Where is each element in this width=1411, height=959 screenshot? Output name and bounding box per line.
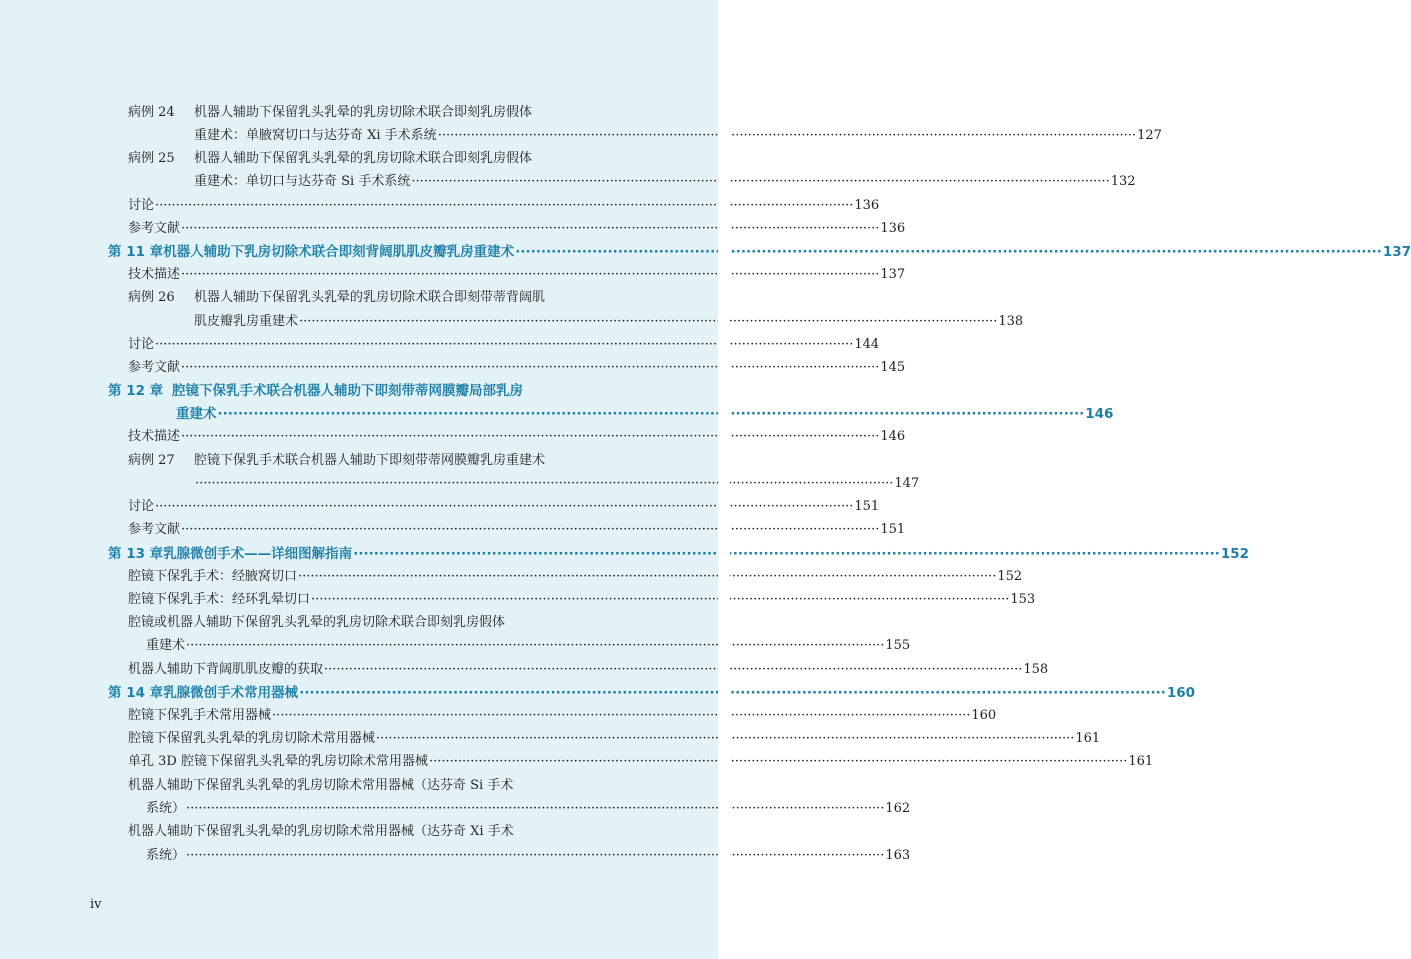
- leader-dots: [181, 521, 879, 539]
- entry-title: 机器人辅助下保留乳头乳晕的乳房切除术联合即刻带蒂背阔肌: [194, 290, 546, 305]
- page-ref: 136: [880, 221, 906, 236]
- entry-title: 肌皮瓣乳房重建术: [194, 314, 299, 329]
- toc-entry[interactable]: [128, 730, 1101, 748]
- entry-title: 讨论: [128, 337, 155, 352]
- toc-entry[interactable]: [108, 684, 1196, 702]
- page-ref: 151: [854, 499, 880, 514]
- page-ref: 136: [854, 198, 880, 213]
- chapter-number: 第 13 章: [108, 546, 164, 562]
- page-ref: 153: [1010, 592, 1036, 607]
- chapter-number: 第 11 章: [108, 244, 164, 260]
- page-ref: 146: [1085, 406, 1114, 422]
- toc-entry[interactable]: [194, 173, 1136, 191]
- leader-dots: [299, 684, 1166, 702]
- toc-entry[interactable]: [128, 452, 602, 470]
- page-ref: 160: [1166, 685, 1196, 701]
- case-label: 病例 27: [128, 453, 175, 468]
- toc-entry[interactable]: [146, 637, 911, 655]
- entry-title: 机器人辅助下保留乳头乳晕的乳房切除术常用器械（达芬奇 Si 手术: [128, 778, 514, 793]
- toc-entry[interactable]: [128, 661, 1049, 679]
- leader-dots: [181, 428, 879, 446]
- entry-title: 重建术: [146, 638, 186, 653]
- page-ref: 158: [1023, 662, 1049, 677]
- page-ref: 145: [880, 360, 906, 375]
- toc-entry[interactable]: [146, 847, 911, 865]
- page-ref: 162: [885, 801, 911, 816]
- case-label: 病例 26: [128, 290, 175, 305]
- leader-dots: [298, 568, 996, 586]
- page-ref: 163: [885, 848, 911, 863]
- toc-entry[interactable]: [128, 289, 602, 307]
- entry-title: 腔镜下保乳手术联合机器人辅助下即刻带蒂网膜瓣局部乳房: [172, 383, 523, 399]
- page-ref: 137: [880, 267, 906, 282]
- toc-entry[interactable]: [128, 614, 602, 632]
- entry-title: 重建术：单切口与达芬奇 Si 手术系统: [194, 174, 411, 189]
- leader-dots: [155, 498, 853, 516]
- leader-dots: [181, 359, 879, 377]
- leader-dots: [272, 707, 970, 725]
- page-ref: 152: [1220, 546, 1250, 562]
- toc-entry[interactable]: [146, 800, 911, 818]
- page-ref: 147: [894, 476, 920, 491]
- toc-entry[interactable]: [194, 475, 920, 493]
- leader-dots: [411, 173, 1109, 191]
- entry-title: 技术描述: [128, 267, 181, 282]
- entry-title: 系统）: [146, 848, 186, 863]
- leader-dots: [181, 220, 879, 238]
- toc-entry[interactable]: [194, 313, 1024, 331]
- toc-entry[interactable]: [108, 545, 1250, 563]
- chapter-number: 第 14 章: [108, 685, 164, 701]
- entry-title: 腔镜下保乳手术常用器械: [128, 708, 272, 723]
- entry-title: 机器人辅助下乳房切除术联合即刻背阔肌肌皮瓣乳房重建术: [163, 244, 515, 260]
- leader-dots: [218, 405, 1085, 423]
- leader-dots: [155, 336, 853, 354]
- entry-title: 腔镜或机器人辅助下保留乳头乳晕的乳房切除术联合即刻乳房假体: [128, 615, 506, 630]
- entry-title: 机器人辅助下保留乳头乳晕的乳房切除术联合即刻乳房假体: [194, 151, 533, 166]
- page-ref: 132: [1110, 174, 1136, 189]
- toc-entry[interactable]: [128, 428, 906, 446]
- page-number: iv: [90, 897, 102, 912]
- toc-entry[interactable]: [128, 707, 997, 725]
- leader-dots: [186, 637, 884, 655]
- leader-dots: [299, 313, 997, 331]
- leader-dots: [429, 753, 1127, 771]
- entry-title: 机器人辅助下保留乳头乳晕的乳房切除术常用器械（达芬奇 Xi 手术: [128, 824, 514, 839]
- page-ref: 161: [1128, 754, 1154, 769]
- entry-title: 机器人辅助下背阔肌肌皮瓣的获取: [128, 662, 324, 677]
- toc-entry[interactable]: [128, 591, 1036, 609]
- page-ref: 127: [1137, 128, 1162, 143]
- toc-entry[interactable]: [128, 498, 880, 516]
- page-ref: 151: [880, 522, 906, 537]
- entry-title: 乳腺微创手术——详细图解指南: [163, 546, 353, 562]
- page-ref: 155: [885, 638, 911, 653]
- toc-entry[interactable]: [128, 823, 602, 841]
- entry-title: 腔镜下保乳手术联合机器人辅助下即刻带蒂网膜瓣乳房重建术: [194, 453, 546, 468]
- entry-title: 腔镜下保留乳头乳晕的乳房切除术常用器械: [128, 731, 376, 746]
- toc-entry[interactable]: [108, 243, 1411, 261]
- toc-entry[interactable]: [128, 568, 1023, 586]
- toc-entry[interactable]: [128, 197, 880, 215]
- toc-entry[interactable]: [194, 127, 1162, 145]
- entry-title: 参考文献: [128, 221, 181, 236]
- leader-dots: [353, 545, 1220, 563]
- leader-dots: [186, 847, 884, 865]
- case-label: 病例 25: [128, 151, 175, 166]
- entry-title: 参考文献: [128, 522, 181, 537]
- page-ref: 160: [971, 708, 997, 723]
- entry-title: 机器人辅助下保留乳头乳晕的乳房切除术联合即刻乳房假体: [194, 105, 533, 120]
- leader-dots: [515, 243, 1382, 261]
- page-ref: 144: [854, 337, 880, 352]
- toc-entry[interactable]: [176, 405, 1114, 423]
- entry-title: 讨论: [128, 499, 155, 514]
- page-ref: 152: [997, 569, 1023, 584]
- toc-entry[interactable]: [128, 359, 906, 377]
- page-ref: 138: [998, 314, 1024, 329]
- entry-title: 腔镜下保乳手术：经腋窝切口: [128, 569, 298, 584]
- toc-entry[interactable]: [128, 104, 602, 122]
- page-ref: 146: [880, 429, 906, 444]
- page-edge: [718, 0, 730, 959]
- entry-title: 单孔 3D 腔镜下保留乳头乳晕的乳房切除术常用器械: [128, 754, 428, 769]
- toc-entry[interactable]: [128, 753, 1154, 771]
- toc-entry[interactable]: [108, 382, 602, 400]
- entry-title: 参考文献: [128, 360, 181, 375]
- entry-title: 重建术：单腋窝切口与达芬奇 Xi 手术系统: [194, 128, 437, 143]
- toc-entry[interactable]: [128, 521, 906, 539]
- toc-entry[interactable]: [128, 777, 602, 795]
- toc-entry[interactable]: [128, 150, 602, 168]
- toc-entry[interactable]: [128, 266, 906, 284]
- toc-entry[interactable]: [128, 220, 906, 238]
- entry-title: 乳腺微创手术常用器械: [163, 685, 299, 701]
- leader-dots: [311, 591, 1009, 609]
- chapter-number: 第 12 章: [108, 383, 164, 399]
- entry-title: 系统）: [146, 801, 186, 816]
- entry-title: 技术描述: [128, 429, 181, 444]
- case-label: 病例 24: [128, 105, 175, 120]
- page-ref: 161: [1075, 731, 1101, 746]
- leader-dots: [155, 197, 853, 215]
- entry-title: 腔镜下保乳手术：经环乳晕切口: [128, 592, 311, 607]
- page-ref: 137: [1382, 244, 1411, 260]
- entry-title: 讨论: [128, 198, 155, 213]
- leader-dots: [195, 475, 893, 493]
- toc-entry[interactable]: [128, 336, 880, 354]
- leader-dots: [181, 266, 879, 284]
- entry-title: 重建术: [176, 406, 217, 422]
- leader-dots: [438, 127, 1136, 145]
- leader-dots: [324, 661, 1022, 679]
- leader-dots: [186, 800, 884, 818]
